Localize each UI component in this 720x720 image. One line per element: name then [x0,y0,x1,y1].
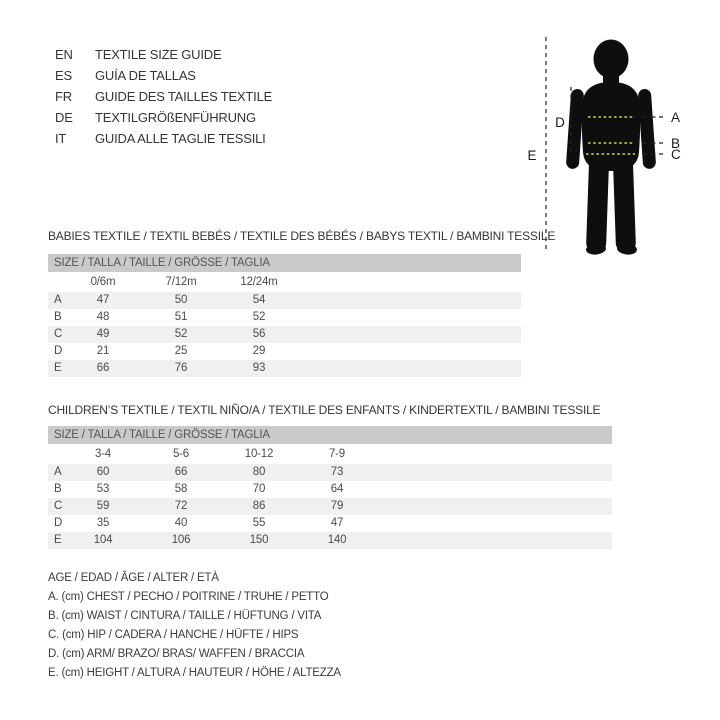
language-label: TEXTILE SIZE GUIDE [95,47,222,62]
table-cell: 52 [174,328,188,340]
legend-age-line: AGE / EDAD / ÂGE / ALTER / ETÀ [48,572,219,584]
table-row [48,309,521,326]
language-label: TEXTILGRÖßENFÜHRUNG [95,110,256,125]
column-header-cell: 12/24m [240,276,278,288]
filler-cell [298,360,521,377]
filler-cell [376,481,612,498]
language-code: FR [55,89,72,104]
row-label-cell: E [54,534,62,546]
table-cell: 93 [252,362,266,374]
language-code: EN [55,47,73,62]
table-cell: 25 [174,345,188,357]
row-label-cell: B [54,483,62,495]
table-cell: 35 [96,517,110,529]
table-row [48,515,612,532]
table-cell: 80 [252,466,266,478]
legend-item: C. (cm) HIP / CADERA / HANCHE / HÜFTE / HIPS [48,629,299,641]
table-row [48,360,521,377]
filler-cell [298,292,521,309]
column-header-cell: 3-4 [94,448,112,460]
filler-cell [376,464,612,481]
label-E: E [527,148,537,163]
children-section-title: CHILDREN’S TEXTILE / TEXTIL NIÑO/A / TEXTILE DES ENFANTS / KINDERTEXTIL / BAMBINI TESSILE [48,403,601,417]
row-label-cell: D [54,517,63,529]
babies-size-table [48,254,521,377]
language-row [55,65,272,86]
table-row [48,498,612,515]
legend-item: D. (cm) ARM/ BRAZO/ BRAS/ WAFFEN / BRACCIA [48,648,305,660]
table-corner-cell [48,444,64,464]
table-cell: 66 [96,362,110,374]
table-cell: 73 [330,466,344,478]
table-cell: 56 [252,328,266,340]
table-corner-cell [48,272,64,292]
table-cell: 54 [252,294,266,306]
column-header-cell: 10-12 [244,448,274,460]
table-row [48,326,521,343]
table-column-header-row [48,444,612,464]
table-row [48,292,521,309]
child-silhouette [566,40,657,256]
table-cell: 64 [330,483,344,495]
child-measurement-diagram [515,18,715,263]
language-row [55,107,272,128]
babies-size-header-bar: SIZE / TALLA / TAILLE / GRÖSSE / TAGLIA [48,254,521,272]
row-label-cell: A [54,466,62,478]
label-D: D [555,115,565,130]
row-label-cell: E [54,362,62,374]
table-cell: 70 [252,483,266,495]
filler-cell [376,532,612,549]
column-header-cell: 7-9 [328,448,346,460]
table-cell: 106 [171,534,191,546]
table-cell: 60 [96,466,110,478]
table-cell: 52 [252,311,266,323]
label-A: A [671,110,681,125]
filler-cell [376,515,612,532]
table-cell: 50 [174,294,188,306]
table-cell: 53 [96,483,110,495]
measurement-legend [48,569,341,683]
legend-item: E. (cm) HEIGHT / ALTURA / HAUTEUR / HÖHE / ALTEZZA [48,667,341,679]
language-list [55,44,272,149]
table-cell: 51 [174,311,188,323]
language-code: IT [55,131,67,146]
legend-items [48,588,341,683]
table-cell: 47 [96,294,110,306]
table-cell: 48 [96,311,110,323]
table-cell: 55 [252,517,266,529]
children-table-grid [48,444,612,549]
table-column-header-row [48,272,521,292]
children-size-table [48,426,612,549]
babies-table-grid [48,272,521,377]
language-row [55,128,272,149]
language-row [55,44,272,65]
filler-cell [376,444,612,464]
label-C: C [671,147,681,162]
legend-item: A. (cm) CHEST / PECHO / POITRINE / TRUHE / PETTO [48,591,329,603]
filler-cell [298,309,521,326]
table-cell: 86 [252,500,266,512]
table-cell: 47 [330,517,344,529]
filler-cell [298,326,521,343]
language-label: GUÍA DE TALLAS [95,68,196,83]
filler-cell [298,272,521,292]
table-cell: 59 [96,500,110,512]
children-size-header-bar: SIZE / TALLA / TAILLE / GRÖSSE / TAGLIA [48,426,612,444]
table-cell: 58 [174,483,188,495]
row-label-cell: C [54,328,63,340]
table-cell: 21 [96,345,110,357]
table-cell: 150 [249,534,269,546]
table-cell: 140 [327,534,347,546]
table-cell: 29 [252,345,266,357]
table-row [48,343,521,360]
table-row [48,481,612,498]
language-code: ES [55,68,72,83]
column-header-cell: 0/6m [90,276,116,288]
label-B: B [671,136,681,151]
filler-cell [376,498,612,515]
table-cell: 66 [174,466,188,478]
language-row [55,86,272,107]
row-label-cell: C [54,500,63,512]
table-cell: 79 [330,500,344,512]
child-silhouette-illustration [515,18,715,263]
language-label: GUIDE DES TAILLES TEXTILE [95,89,273,104]
table-row [48,532,612,549]
row-label-cell: B [54,311,62,323]
row-label-cell: A [54,294,62,306]
language-label: GUIDA ALLE TAGLIE TESSILI [95,131,266,146]
legend-item: B. (cm) WAIST / CINTURA / TAILLE / HÜFTUNG / VITA [48,610,322,622]
column-header-cell: 5-6 [172,448,190,460]
table-cell: 40 [174,517,188,529]
table-cell: 49 [96,328,110,340]
column-header-cell: 7/12m [165,276,197,288]
babies-section-title: BABIES TEXTILE / TEXTIL BEBÉS / TEXTILE DES BÉBÉS / BABYS TEXTIL / BAMBINI TESSILE [48,229,556,243]
row-label-cell: D [54,345,63,357]
language-code: DE [55,110,73,125]
table-cell: 72 [174,500,188,512]
table-row [48,464,612,481]
table-cell: 76 [174,362,188,374]
table-cell: 104 [93,534,113,546]
filler-cell [298,343,521,360]
